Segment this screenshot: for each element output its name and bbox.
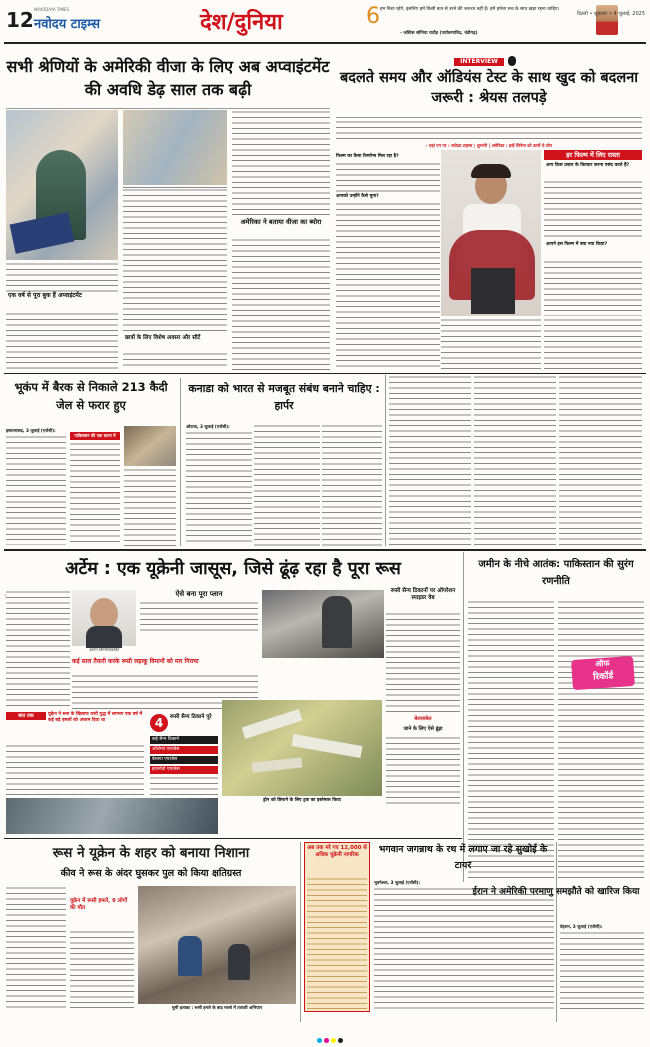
interview-col1 <box>336 162 440 192</box>
pakistan-badge-line2: रिकॉर्ड <box>592 671 614 683</box>
pakistan-col2 <box>558 600 644 880</box>
spy-room-photo <box>262 590 384 658</box>
spy-side-label: रूसी सैन्य ठिकानों पर ऑपरेशन स्पाइडर वेब <box>390 588 456 601</box>
canada-headline: कनाडा को भारत से मजबूत संबंध बनाने चाहिए : हार्पर <box>188 382 380 412</box>
interview-q1: फिल्म का कैसा रिस्पॉन्स मिल रहा है? <box>336 154 399 159</box>
russia-headline: रूस ने यूक्रेन के शहर को बनाया निशाना <box>52 845 250 861</box>
interview-caption-bar: हर फिल्म में लिए रास्ता <box>544 150 642 160</box>
canada-body-col3 <box>322 424 382 546</box>
canada-body-col2 <box>254 424 320 546</box>
visa-body-col3 <box>232 110 330 218</box>
interview-q2: आपको उन्होंने कैसे चुना? <box>336 194 379 199</box>
interview-continued-col1 <box>389 375 471 546</box>
quote-author-photo <box>596 5 618 35</box>
spy-list-item-4: इवानोवो एयरबेस <box>150 766 218 774</box>
russia-photo-caption: सुमी इलाका : रूसी हमले के बाद मलबे में तलाशी अभियान <box>171 1005 263 1010</box>
visa-headline: सभी श्रेणियों के अमेरिकी वीजा के लिए अब अप्वाइंटमेंट की अवधि डेढ़ साल तक बढ़ी <box>6 57 330 99</box>
visa-body-col1b <box>6 312 118 370</box>
jail-headline: भूकंप में बैरक से निकाले 213 कैदी जेल से फरार हुए <box>14 380 168 412</box>
spy-red-label: बात तक <box>6 712 46 720</box>
pakistan-headline: जमीन के नीचे आतंक: पाकिस्तान की सुरंग रणनीति <box>478 559 634 587</box>
interview-headline: बदलते समय और ऑडियंस टेस्ट के साथ खुद को बदलना जरूरी : श्रेयस तलपड़े <box>340 70 638 106</box>
quote-author: - जस्टिस सोनिया राठौड़ (पर्यावरणविद, चंडीगढ़) <box>400 31 478 36</box>
interview-tag: INTERVIEW <box>454 58 504 66</box>
spy-list-title: रूसी सैन्य ठिकाने पूरे <box>170 714 212 720</box>
iran-body <box>560 931 644 1013</box>
mandir-headline: भगवान जगन्नाथ के रथ में लगाए जा रहे सुखोई के टायर <box>378 844 548 871</box>
pakistan-badge <box>571 656 635 690</box>
interview-col3 <box>544 180 642 240</box>
spy-headline: अर्टेम : एक यूक्रेनी जासूस, जिसे ढूंढ़ रहा है पूरा रूस <box>65 559 401 579</box>
interview-col2 <box>441 318 541 370</box>
russia-subheadline: कीव ने रूस के अंदर घुसकर पुल को किया क्षतिग्रस्त <box>60 868 242 879</box>
visa-subhead-1: अमेरिका ने बताया वीजा का ब्योरा <box>240 218 322 226</box>
mandir-dateline: भुवनेश्वर, 3 जुलाई (एजेंसी): <box>374 880 421 885</box>
jail-dateline: इस्लामाबाद, 3 जुलाई (एजेंसी): <box>6 428 56 433</box>
ukraine-toll-headline: अब तक मरे गए 12,000 से अधिक यूक्रेनी नागरिक <box>307 845 367 858</box>
spy-list-body <box>150 776 218 796</box>
visa-body-col3b <box>232 238 330 370</box>
quote-mark-icon: 6 <box>366 4 380 29</box>
interview-col3b <box>544 260 642 316</box>
spy-list-item-1: कई सैन्य ठिकाने <box>150 736 218 744</box>
interview-actor-photo <box>441 150 541 316</box>
interview-credit: - यहां एप पर : नवोदय टाइम्स | शुभांगी | अमेरिका : इन्हें सिनेमा को उतारें ये लोग <box>425 143 553 148</box>
canada-dateline: ओटावा, 3 जुलाई (एजेंसी): <box>186 424 230 429</box>
interview-col4 <box>544 318 642 370</box>
brand-small: NAVODAYA TIMES <box>34 7 70 12</box>
spy-plan-box-body <box>140 601 258 631</box>
ukraine-toll-box <box>304 842 370 1012</box>
spy-drone-caption: ड्रोन को छिपाने के लिए ट्रक का इस्तेमाल किया <box>263 798 341 803</box>
jail-body-col1 <box>6 435 66 545</box>
visa-subhead-3: छात्रों के लिए विशेष अवसर और सीटें <box>125 335 201 341</box>
iran-headline: ईरान ने अमेरिकी परमाणु समझौते को खारिज किया <box>472 887 640 897</box>
interview-intro <box>336 120 642 142</box>
brand-logo: नवोदय टाइम्स <box>34 17 101 32</box>
iran-dateline: तेहरान, 3 जुलाई (एजेंसी): <box>560 924 603 929</box>
page-number: 12 <box>6 8 34 32</box>
spy-portrait-caption: आर्टेम तिमोफेयेवस्की <box>89 647 119 652</box>
spy-portrait-photo <box>72 590 136 646</box>
russia-body-col1 <box>6 886 66 1012</box>
masthead <box>0 0 650 42</box>
russia-rubble-photo <box>138 886 296 1004</box>
jail-photo <box>124 426 176 466</box>
interview-q3: आप किस प्रकार के किरदार करना पसंद करते हैं? <box>546 163 630 168</box>
visa-body-col1 <box>6 262 118 292</box>
spy-beach-body <box>386 736 460 804</box>
jail-tag: पाकिस्तान की एक घटना में <box>70 432 120 440</box>
spy-list-number: 4 <box>150 714 168 732</box>
spy-beach-label: बेलाराबेल <box>414 716 432 722</box>
registration-marks <box>230 1028 430 1036</box>
jail-body-col2 <box>70 442 120 546</box>
spy-drone-photo <box>222 700 382 796</box>
quote-text: हम निडर रहेंगे, इसलिए हमें किसी बात से डरने की जरूरत नहीं है। हमें हमेशा सच के साथ खड़ा रहना चाहिए। <box>380 7 560 12</box>
visa-photo <box>6 110 118 260</box>
interview-q4: आपने इस फिल्म में क्या नया किया? <box>546 242 608 247</box>
visa-body-col2b <box>123 188 227 333</box>
interview-continued-col2 <box>474 375 556 546</box>
spy-body-right <box>386 612 460 712</box>
visa-subhead-2: एक वर्ष से पूरा बुक हैं अप्वाइंटमेंट <box>8 292 82 299</box>
canada-body-col1 <box>186 431 252 546</box>
jail-body-col3 <box>124 468 176 546</box>
interview-continued-col3 <box>559 375 642 546</box>
spy-pull-quote: कई साल तैयारी करके रूसी लड़ाकू विमानों को मार गिराया <box>72 658 199 665</box>
pakistan-col1 <box>468 600 554 880</box>
interview-mic-icon <box>508 56 516 66</box>
russia-body-col2 <box>70 930 134 1012</box>
visa-body-col2c <box>123 352 227 370</box>
interview-col1b <box>336 202 440 370</box>
spy-list-item-3: बेलाया एयरबेस <box>150 756 218 764</box>
section-title: देश/दुनिया <box>200 10 283 35</box>
spy-street-photo <box>6 798 218 834</box>
spy-beach-title: जाने के लिए ऐसे ढूंढ़ा <box>403 726 443 732</box>
russia-box-headline: यूक्रेन में रूसी हमले, 9 लोगों की मौत <box>70 898 128 911</box>
spy-body-lower-left <box>6 744 144 796</box>
spy-body-col1 <box>6 590 70 710</box>
ukraine-toll-body <box>307 877 367 1009</box>
date-line: दिल्ली • शुक्रवार • 4 जुलाई, 2025 <box>576 11 645 17</box>
spy-list-item-2: ओलेन्या एयरबेस <box>150 746 218 754</box>
spy-plan-box-title: ऐसे बना पूरा प्लान <box>175 590 223 598</box>
spy-red-callout: यूक्रेन ने रूस के खिलाफ जारी युद्ध में लगभग एक वर्ष में कई बड़े हमलों को अंजाम दिया था <box>48 712 143 723</box>
pakistan-badge-line1: ऑफ <box>594 658 610 669</box>
visa-inset-photo <box>123 110 227 185</box>
